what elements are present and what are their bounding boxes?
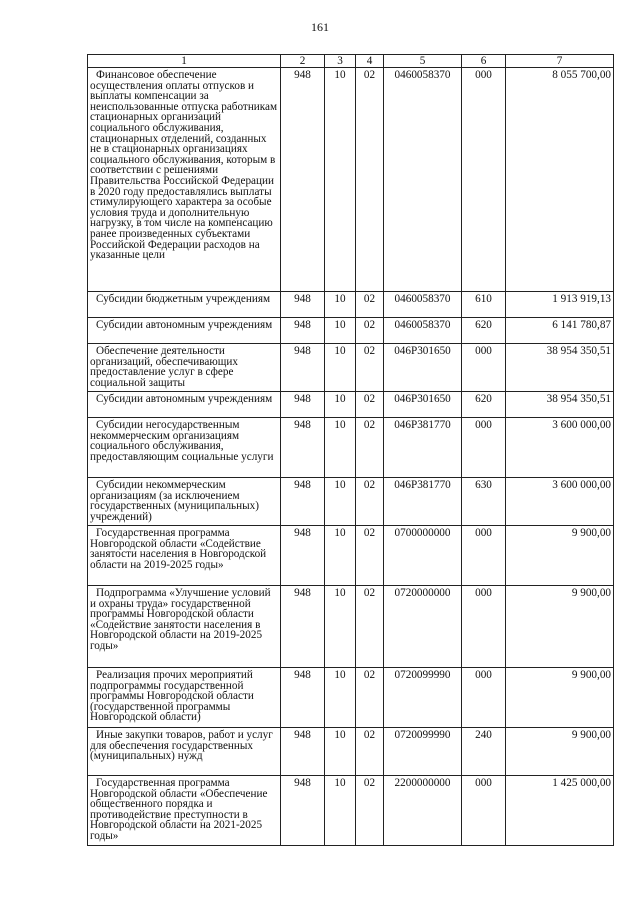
row-name-cell: Субсидии автономным учреждениям [88, 318, 281, 344]
row-name-cell: Обеспечение деятельности организаций, обеспечивающих предоставление услуг в сфере социальной защиты [88, 344, 281, 392]
row-ved-cell: 948 [281, 478, 325, 526]
row-sum-cell: 8 055 700,00 [506, 68, 614, 292]
page-number: 161 [311, 20, 329, 34]
row-ved-cell: 948 [281, 292, 325, 318]
row-pr-cell: 02 [356, 526, 384, 586]
table-row [88, 392, 614, 418]
row-pr-cell: 02 [356, 668, 384, 728]
row-pr-cell: 02 [356, 392, 384, 418]
header-cell: 4 [356, 55, 384, 68]
row-pr-cell: 02 [356, 728, 384, 776]
header-cell: 3 [325, 55, 356, 68]
header-cell: 1 [88, 55, 281, 68]
header-cell: 2 [281, 55, 325, 68]
row-name-cell: Подпрограмма «Улучшение условий и охраны труда» государственной программы Новгородской области «Содействие занятости населения в Новгородской области на 2019-2025 годы» [88, 586, 281, 668]
row-csr-cell: 046P301650 [384, 344, 462, 392]
row-vr-cell: 000 [462, 68, 506, 292]
row-sum-cell: 1 425 000,00 [506, 776, 614, 846]
row-pr-cell: 02 [356, 318, 384, 344]
row-rz-cell: 10 [325, 68, 356, 292]
row-rz-cell: 10 [325, 344, 356, 392]
row-rz-cell: 10 [325, 776, 356, 846]
table-row [88, 344, 614, 392]
row-name-cell: Субсидии бюджетным учреждениям [88, 292, 281, 318]
row-sum-cell: 1 913 919,13 [506, 292, 614, 318]
row-name-cell: Субсидии некоммерческим организациям (за исключением государственных (муниципальных) учреждений) [88, 478, 281, 526]
table-row [88, 478, 614, 526]
table-row [88, 586, 614, 668]
row-sum-cell: 9 900,00 [506, 526, 614, 586]
row-pr-cell: 02 [356, 776, 384, 846]
row-rz-cell: 10 [325, 526, 356, 586]
row-name-cell: Финансовое обеспечение осуществления оплаты отпусков и выплаты компенсации за неиспользованные отпуска работникам стационарных организаций социального обслуживания, стационарных отделений, созданных не в стационарных организациях социального обслуживания, которым в соответствии с решениями Правительства Российской Федерации в 2020 году предоставлялись выплаты стимулирующего характера за особые условия труда и дополнительную нагрузку, в том числе на компенсацию ранее произведенных субъектами Российской Федерации расходов на указанные цели [88, 68, 281, 292]
row-csr-cell: 046P301650 [384, 392, 462, 418]
header-cell: 7 [506, 55, 614, 68]
table-row [88, 526, 614, 586]
row-csr-cell: 0460058370 [384, 68, 462, 292]
row-csr-cell: 0720099990 [384, 728, 462, 776]
table-row [88, 776, 614, 846]
row-sum-cell: 6 141 780,87 [506, 318, 614, 344]
table-row [88, 318, 614, 344]
row-vr-cell: 240 [462, 728, 506, 776]
row-pr-cell: 02 [356, 68, 384, 292]
row-ved-cell: 948 [281, 668, 325, 728]
row-sum-cell: 9 900,00 [506, 728, 614, 776]
row-ved-cell: 948 [281, 68, 325, 292]
row-vr-cell: 630 [462, 478, 506, 526]
table-row [88, 292, 614, 318]
row-csr-cell: 0460058370 [384, 318, 462, 344]
row-sum-cell: 9 900,00 [506, 586, 614, 668]
table-row [88, 728, 614, 776]
row-ved-cell: 948 [281, 418, 325, 478]
row-name-cell: Субсидии автономным учреждениям [88, 392, 281, 418]
row-rz-cell: 10 [325, 392, 356, 418]
row-sum-cell: 3 600 000,00 [506, 478, 614, 526]
row-csr-cell: 0700000000 [384, 526, 462, 586]
row-vr-cell: 000 [462, 526, 506, 586]
row-rz-cell: 10 [325, 586, 356, 668]
row-csr-cell: 046P381770 [384, 418, 462, 478]
row-vr-cell: 000 [462, 668, 506, 728]
row-vr-cell: 620 [462, 318, 506, 344]
row-ved-cell: 948 [281, 728, 325, 776]
row-rz-cell: 10 [325, 318, 356, 344]
row-name-cell: Реализация прочих мероприятий подпрограммы государственной программы Новгородской области (государственной программы Новгородской области) [88, 668, 281, 728]
row-name-cell: Государственная программа Новгородской области «Обеспечение общественного порядка и противодействие преступности в Новгородской области на 2021-2025 годы» [88, 776, 281, 846]
table-header-row [88, 55, 614, 68]
row-ved-cell: 948 [281, 776, 325, 846]
row-vr-cell: 000 [462, 418, 506, 478]
row-csr-cell: 0720099990 [384, 668, 462, 728]
row-ved-cell: 948 [281, 344, 325, 392]
row-csr-cell: 0720000000 [384, 586, 462, 668]
row-name-cell: Иные закупки товаров, работ и услуг для обеспечения государственных (муниципальных) нужд [88, 728, 281, 776]
row-pr-cell: 02 [356, 586, 384, 668]
row-pr-cell: 02 [356, 292, 384, 318]
row-rz-cell: 10 [325, 728, 356, 776]
row-sum-cell: 38 954 350,51 [506, 344, 614, 392]
header-cell: 5 [384, 55, 462, 68]
row-name-cell: Государственная программа Новгородской области «Содействие занятости населения в Новгородской области на 2019-2025 годы» [88, 526, 281, 586]
header-cell: 6 [462, 55, 506, 68]
table-row [88, 668, 614, 728]
row-pr-cell: 02 [356, 344, 384, 392]
row-pr-cell: 02 [356, 478, 384, 526]
row-rz-cell: 10 [325, 668, 356, 728]
row-rz-cell: 10 [325, 478, 356, 526]
row-csr-cell: 0460058370 [384, 292, 462, 318]
row-rz-cell: 10 [325, 292, 356, 318]
row-vr-cell: 000 [462, 344, 506, 392]
row-rz-cell: 10 [325, 418, 356, 478]
row-sum-cell: 38 954 350,51 [506, 392, 614, 418]
row-csr-cell: 2200000000 [384, 776, 462, 846]
table-row [88, 418, 614, 478]
table-row [88, 68, 614, 292]
row-sum-cell: 9 900,00 [506, 668, 614, 728]
row-name-cell: Субсидии негосударственным некоммерческим организациям социального обслуживания, предоставляющим социальные услуги [88, 418, 281, 478]
row-pr-cell: 02 [356, 418, 384, 478]
budget-table [87, 54, 614, 846]
row-vr-cell: 620 [462, 392, 506, 418]
row-sum-cell: 3 600 000,00 [506, 418, 614, 478]
row-ved-cell: 948 [281, 586, 325, 668]
row-vr-cell: 610 [462, 292, 506, 318]
row-ved-cell: 948 [281, 526, 325, 586]
row-csr-cell: 046P381770 [384, 478, 462, 526]
row-vr-cell: 000 [462, 776, 506, 846]
row-ved-cell: 948 [281, 392, 325, 418]
row-vr-cell: 000 [462, 586, 506, 668]
row-ved-cell: 948 [281, 318, 325, 344]
